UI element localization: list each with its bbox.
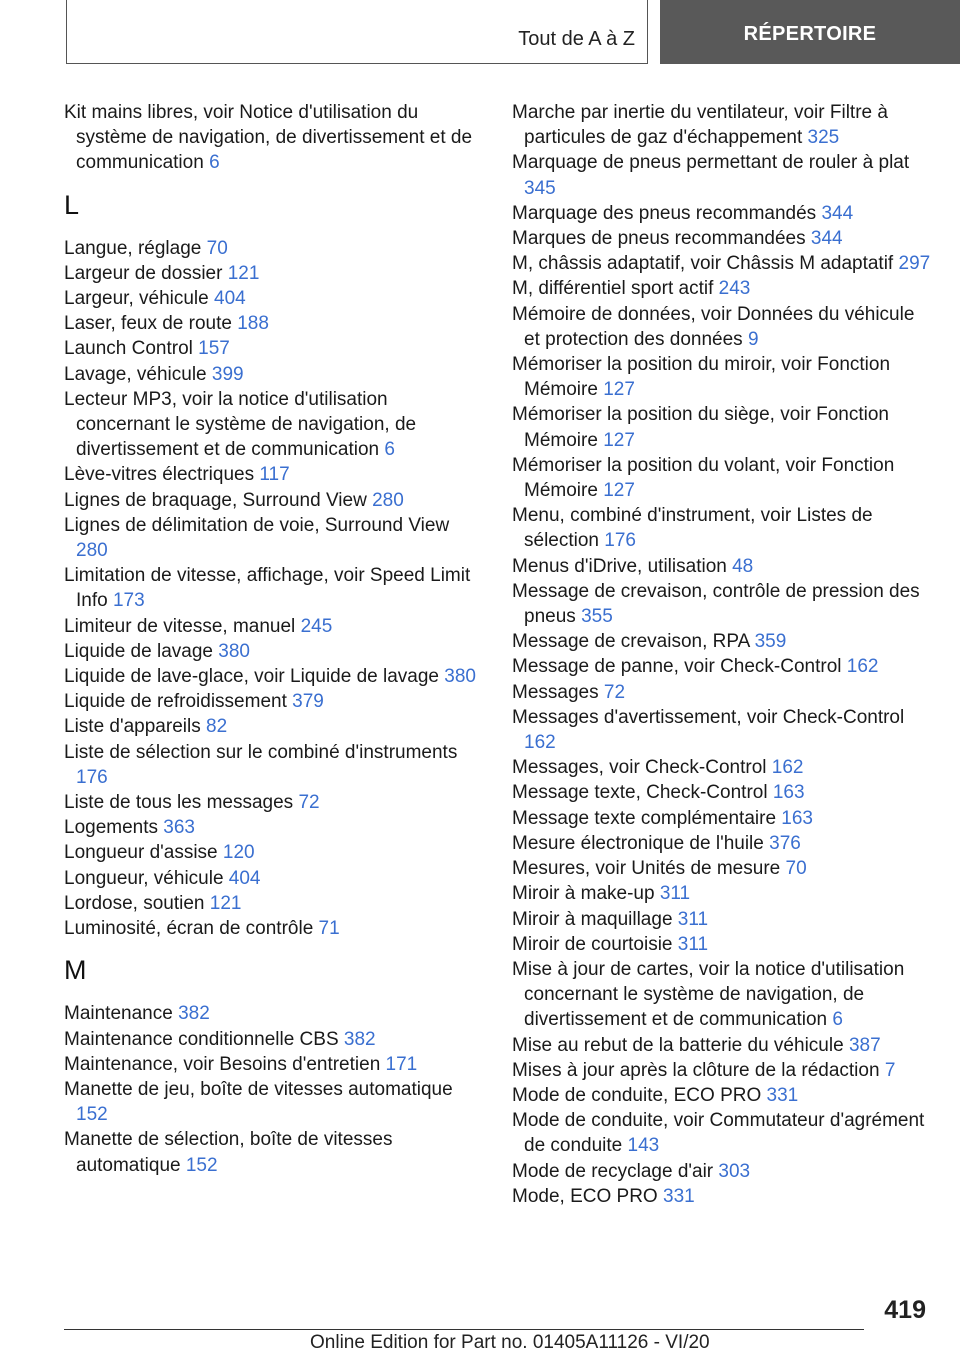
index-entry — [64, 714, 479, 739]
index-page-link[interactable]: 6 — [209, 152, 220, 174]
index-entry — [64, 1127, 479, 1177]
index-entry-term: Manette de jeu, boîte de vitesses automatique — [64, 1078, 453, 1100]
index-page-link[interactable]: 355 — [581, 606, 613, 628]
index-entry — [512, 579, 932, 629]
index-page-link[interactable]: 345 — [524, 177, 556, 199]
index-entry-term: Mémoriser la position du miroir, voir Fonction Mémoire — [512, 354, 891, 401]
index-entry — [64, 513, 479, 563]
index-entry-term: Liste de tous les messages — [64, 792, 294, 814]
index-entry-term: Message de crevaison, contrôle de pression des pneus — [512, 580, 920, 628]
index-entry — [512, 276, 932, 301]
index-page-link[interactable]: 163 — [772, 782, 805, 804]
index-entry — [512, 907, 932, 932]
index-entry — [512, 680, 932, 705]
index-page-link[interactable]: 9 — [747, 328, 759, 350]
index-entry-term: Liquide de refroidissement — [64, 691, 287, 713]
index-entry — [512, 554, 932, 579]
index-page-link[interactable]: 382 — [343, 1028, 376, 1050]
index-entry — [64, 100, 479, 176]
index-entry-term: Liste de sélection sur le combiné d'instruments — [64, 741, 458, 763]
index-entry-term: Mesure électronique de l'huile — [512, 832, 764, 854]
chapter-tab — [660, 0, 960, 64]
index-page-link[interactable]: 48 — [732, 555, 754, 577]
index-page-link[interactable]: 245 — [300, 615, 333, 637]
index-entry-term: Messages — [512, 681, 599, 703]
index-page-link[interactable]: 344 — [810, 228, 843, 250]
index-entry — [64, 563, 479, 613]
index-entry — [64, 488, 479, 513]
index-page-link[interactable]: 127 — [603, 480, 635, 502]
index-page-link[interactable]: 399 — [211, 363, 244, 385]
index-entry-term: Liquide de lavage — [64, 640, 213, 662]
index-entry — [512, 226, 932, 251]
index-entry-term: Luminosité, écran de contrôle — [64, 918, 314, 940]
index-page-link[interactable]: 176 — [76, 766, 108, 788]
page-number: 419 — [884, 1296, 926, 1324]
index-entry — [64, 311, 479, 336]
index-entry-term: Largeur de dossier — [64, 262, 223, 284]
index-entry — [512, 932, 932, 957]
index-entry — [512, 755, 932, 780]
index-entry-term: Logements — [64, 817, 159, 839]
index-entry — [64, 891, 479, 916]
index-entry-term: Marquage de pneus permettant de rouler à plat — [512, 152, 910, 174]
index-entry — [64, 236, 479, 261]
index-page-link[interactable]: 171 — [385, 1053, 418, 1075]
index-page-link[interactable]: 325 — [807, 127, 840, 149]
index-entry-term: Lignes de braquage, Surround View — [64, 489, 367, 511]
index-column-left — [64, 100, 479, 1178]
index-entry-term: Messages d'avertissement, voir Check-Control — [512, 706, 905, 728]
index-letter-heading: M — [64, 955, 87, 986]
index-page-link[interactable]: 380 — [444, 666, 476, 688]
index-entry — [512, 1083, 932, 1108]
index-entry — [512, 503, 932, 553]
index-page-link[interactable]: 71 — [318, 918, 340, 940]
index-entry-term: Message texte complémentaire — [512, 807, 777, 829]
index-entry-term: Mise au rebut de la batterie du véhicule — [512, 1034, 844, 1056]
index-entry — [64, 790, 479, 815]
index-entry-term: Menu, combiné d'instrument, voir Listes de sélection — [512, 505, 873, 552]
index-entry — [64, 336, 479, 361]
index-entry-term: Lecteur MP3, voir la notice d'utilisation concernant le système de navigation, de divertissement et de communication — [64, 388, 417, 461]
index-entry — [512, 302, 932, 352]
index-entry-term: Maintenance — [64, 1003, 173, 1025]
index-entry — [64, 689, 479, 714]
index-entry-term: Longueur, véhicule — [64, 867, 224, 889]
footer-divider — [64, 1329, 864, 1330]
index-page-link[interactable]: 297 — [898, 253, 931, 275]
index-entry-term: M, châssis adaptatif, voir Châssis M adaptatif — [512, 253, 894, 275]
index-entry-term: Manette de sélection, boîte de vitesses automatique — [64, 1129, 393, 1176]
index-entry — [512, 806, 932, 831]
index-entry-term: Mode de conduite, voir Commutateur d'agrément de conduite — [512, 1110, 925, 1157]
index-entry-term: Mode de conduite, ECO PRO — [512, 1084, 762, 1106]
index-entry-term: Liquide de lave-glace, voir Liquide de lavage — [64, 666, 439, 688]
index-entry — [512, 629, 932, 654]
index-entry-term: Miroir de courtoisie — [512, 933, 673, 955]
index-entry — [64, 1027, 479, 1052]
index-page-link[interactable]: 303 — [718, 1160, 751, 1182]
index-entry-term: M, différentiel sport actif — [512, 278, 714, 300]
index-entry-term: Mise à jour de cartes, voir la notice d'utilisation concernant le système de navigation, de divertissement et de communication — [512, 958, 905, 1031]
index-page-link[interactable]: 379 — [292, 691, 324, 713]
index-entry — [512, 1058, 932, 1083]
index-entry-term: Mémoriser la position du volant, voir Fonction Mémoire — [512, 454, 895, 502]
index-entry-term: Miroir à make-up — [512, 883, 655, 905]
index-page-link[interactable]: 117 — [259, 464, 290, 486]
index-page-link[interactable]: 344 — [821, 202, 854, 224]
index-page-link[interactable]: 152 — [185, 1154, 218, 1176]
index-entry-term: Miroir à maquillage — [512, 908, 673, 930]
index-entry — [64, 362, 479, 387]
index-page-link[interactable]: 359 — [754, 631, 787, 653]
index-entry-term: Message de panne, voir Check-Control — [512, 656, 842, 678]
index-entry-term: Mesures, voir Unités de mesure — [512, 858, 781, 880]
index-entry — [512, 831, 932, 856]
index-page-link[interactable]: 404 — [214, 288, 246, 310]
index-entry — [512, 705, 932, 755]
index-entry-term: Limitation de vitesse, affichage, voir Speed Limit Info — [64, 565, 471, 612]
index-page-link[interactable]: 243 — [718, 278, 751, 300]
index-entry-term: Mode de recyclage d'air — [512, 1160, 714, 1182]
section-title: Tout de A à Z — [518, 28, 635, 50]
index-entry-term: Marques de pneus recommandées — [512, 228, 806, 250]
index-entry — [64, 840, 479, 865]
index-entry-term: Lordose, soutien — [64, 892, 205, 914]
index-entry — [64, 261, 479, 286]
index-entry — [512, 453, 932, 503]
index-entry — [512, 856, 932, 881]
index-entry — [64, 740, 479, 790]
index-page-link[interactable]: 382 — [178, 1003, 210, 1025]
index-page-link[interactable]: 311 — [677, 908, 709, 930]
index-entry-term: Lignes de délimitation de voie, Surround View — [64, 514, 450, 536]
index-page-link[interactable]: 72 — [603, 681, 626, 703]
index-entry-term: Kit mains libres, voir Notice d'utilisation du système de navigation, de divertissement et de communication — [64, 102, 473, 174]
index-page-link[interactable]: 127 — [603, 379, 635, 401]
index-page-link[interactable]: 121 — [209, 892, 242, 914]
index-entry — [64, 1052, 479, 1077]
index-page-link[interactable]: 121 — [227, 262, 260, 284]
index-page-link[interactable]: 6 — [384, 439, 395, 461]
index-entry-term: Marche par inertie du ventilateur, voir Filtre à particules de gaz d'échappement — [512, 102, 888, 149]
index-entry-term: Maintenance conditionnelle CBS — [64, 1028, 339, 1050]
index-column-right — [512, 100, 932, 1209]
index-page-link[interactable]: 376 — [769, 832, 801, 854]
index-page-link[interactable]: 176 — [604, 530, 636, 552]
index-entry-term: Mode, ECO PRO — [512, 1185, 658, 1207]
index-entry-term: Largeur, véhicule — [64, 288, 209, 310]
index-entry-term: Liste d'appareils — [64, 716, 201, 738]
index-entry — [64, 1001, 479, 1026]
index-entry-term: Longueur d'assise — [64, 842, 218, 864]
index-page-link[interactable]: 380 — [218, 640, 250, 662]
index-entry-term: Maintenance, voir Besoins d'entretien — [64, 1053, 381, 1075]
index-page-link[interactable]: 120 — [222, 842, 255, 864]
index-entry — [512, 1184, 932, 1209]
index-page-link[interactable]: 331 — [766, 1084, 799, 1106]
index-page-link[interactable]: 6 — [832, 1009, 843, 1031]
index-entry-term: Lève-vitres électriques — [64, 464, 255, 486]
index-entry — [64, 815, 479, 840]
index-page-link[interactable]: 7 — [884, 1059, 896, 1081]
index-entry — [512, 1159, 932, 1184]
index-page-link[interactable]: 387 — [848, 1034, 881, 1056]
index-page-link[interactable]: 152 — [76, 1104, 108, 1126]
index-entry — [512, 957, 932, 1033]
index-entry — [512, 150, 932, 200]
index-entry — [512, 100, 932, 150]
index-entry — [512, 780, 932, 805]
index-entry-term: Limiteur de vitesse, manuel — [64, 615, 296, 637]
index-page-link[interactable]: 70 — [206, 237, 228, 259]
index-page-link[interactable]: 127 — [603, 429, 635, 451]
index-page-link[interactable]: 404 — [228, 867, 261, 889]
index-entry — [512, 1108, 932, 1158]
index-entry-term: Mises à jour après la clôture de la rédaction — [512, 1059, 880, 1081]
index-entry-term: Message texte, Check-Control — [512, 782, 768, 804]
index-entry-term: Mémoriser la position du siège, voir Fonction Mémoire — [512, 404, 890, 451]
index-entry-term: Mémoire de données, voir Données du véhicule et protection des données — [512, 303, 915, 350]
index-page-link[interactable]: 82 — [206, 716, 228, 738]
index-entry — [64, 639, 479, 664]
index-page-link[interactable]: 311 — [659, 883, 691, 905]
index-page-link[interactable]: 163 — [781, 807, 813, 829]
index-page-link[interactable]: 188 — [237, 313, 269, 335]
index-entry — [512, 1033, 932, 1058]
index-page-link[interactable]: 162 — [846, 656, 879, 678]
index-entry — [64, 614, 479, 639]
index-letter-heading: L — [64, 189, 80, 220]
index-page-link[interactable]: 173 — [112, 590, 145, 612]
index-entry-term: Langue, réglage — [64, 237, 202, 259]
index-entry-term: Launch Control — [64, 338, 193, 360]
index-entry — [512, 352, 932, 402]
index-page-link[interactable]: 280 — [372, 489, 404, 511]
index-entry-term: Messages, voir Check-Control — [512, 757, 767, 779]
index-page-link[interactable]: 280 — [76, 540, 108, 562]
index-entry — [512, 402, 932, 452]
chapter-title: RÉPERTOIRE — [743, 22, 877, 45]
index-page-link[interactable]: 162 — [524, 732, 556, 754]
index-page-link[interactable]: 311 — [677, 933, 709, 955]
index-entry-term: Lavage, véhicule — [64, 363, 207, 385]
index-entry — [512, 201, 932, 226]
index-entry-term: Message de crevaison, RPA — [512, 631, 750, 653]
index-page-link[interactable]: 331 — [663, 1185, 695, 1207]
index-entry — [64, 664, 479, 689]
index-entry — [512, 251, 932, 276]
index-page-link[interactable]: 162 — [771, 757, 804, 779]
header-frame — [66, 0, 648, 64]
index-entry — [64, 916, 479, 941]
index-entry — [64, 286, 479, 311]
footer-edition: Online Edition for Part no. 01405A11126 - VI/20 — [310, 1332, 710, 1353]
index-entry-term: Menus d'iDrive, utilisation — [512, 555, 727, 577]
index-entry-term: Laser, feux de route — [64, 313, 232, 335]
index-page-link[interactable]: 143 — [627, 1135, 660, 1157]
index-page-link[interactable]: 363 — [163, 817, 195, 839]
index-entry — [512, 654, 932, 679]
index-entry — [64, 462, 479, 487]
index-page-link[interactable]: 72 — [298, 792, 320, 814]
index-page-link[interactable]: 70 — [785, 858, 807, 880]
index-entry — [64, 1077, 479, 1127]
index-entry — [64, 387, 479, 463]
index-page-link[interactable]: 157 — [198, 338, 230, 360]
index-entry — [512, 881, 932, 906]
index-entry — [64, 866, 479, 891]
index-entry-term: Marquage des pneus recommandés — [512, 202, 817, 224]
